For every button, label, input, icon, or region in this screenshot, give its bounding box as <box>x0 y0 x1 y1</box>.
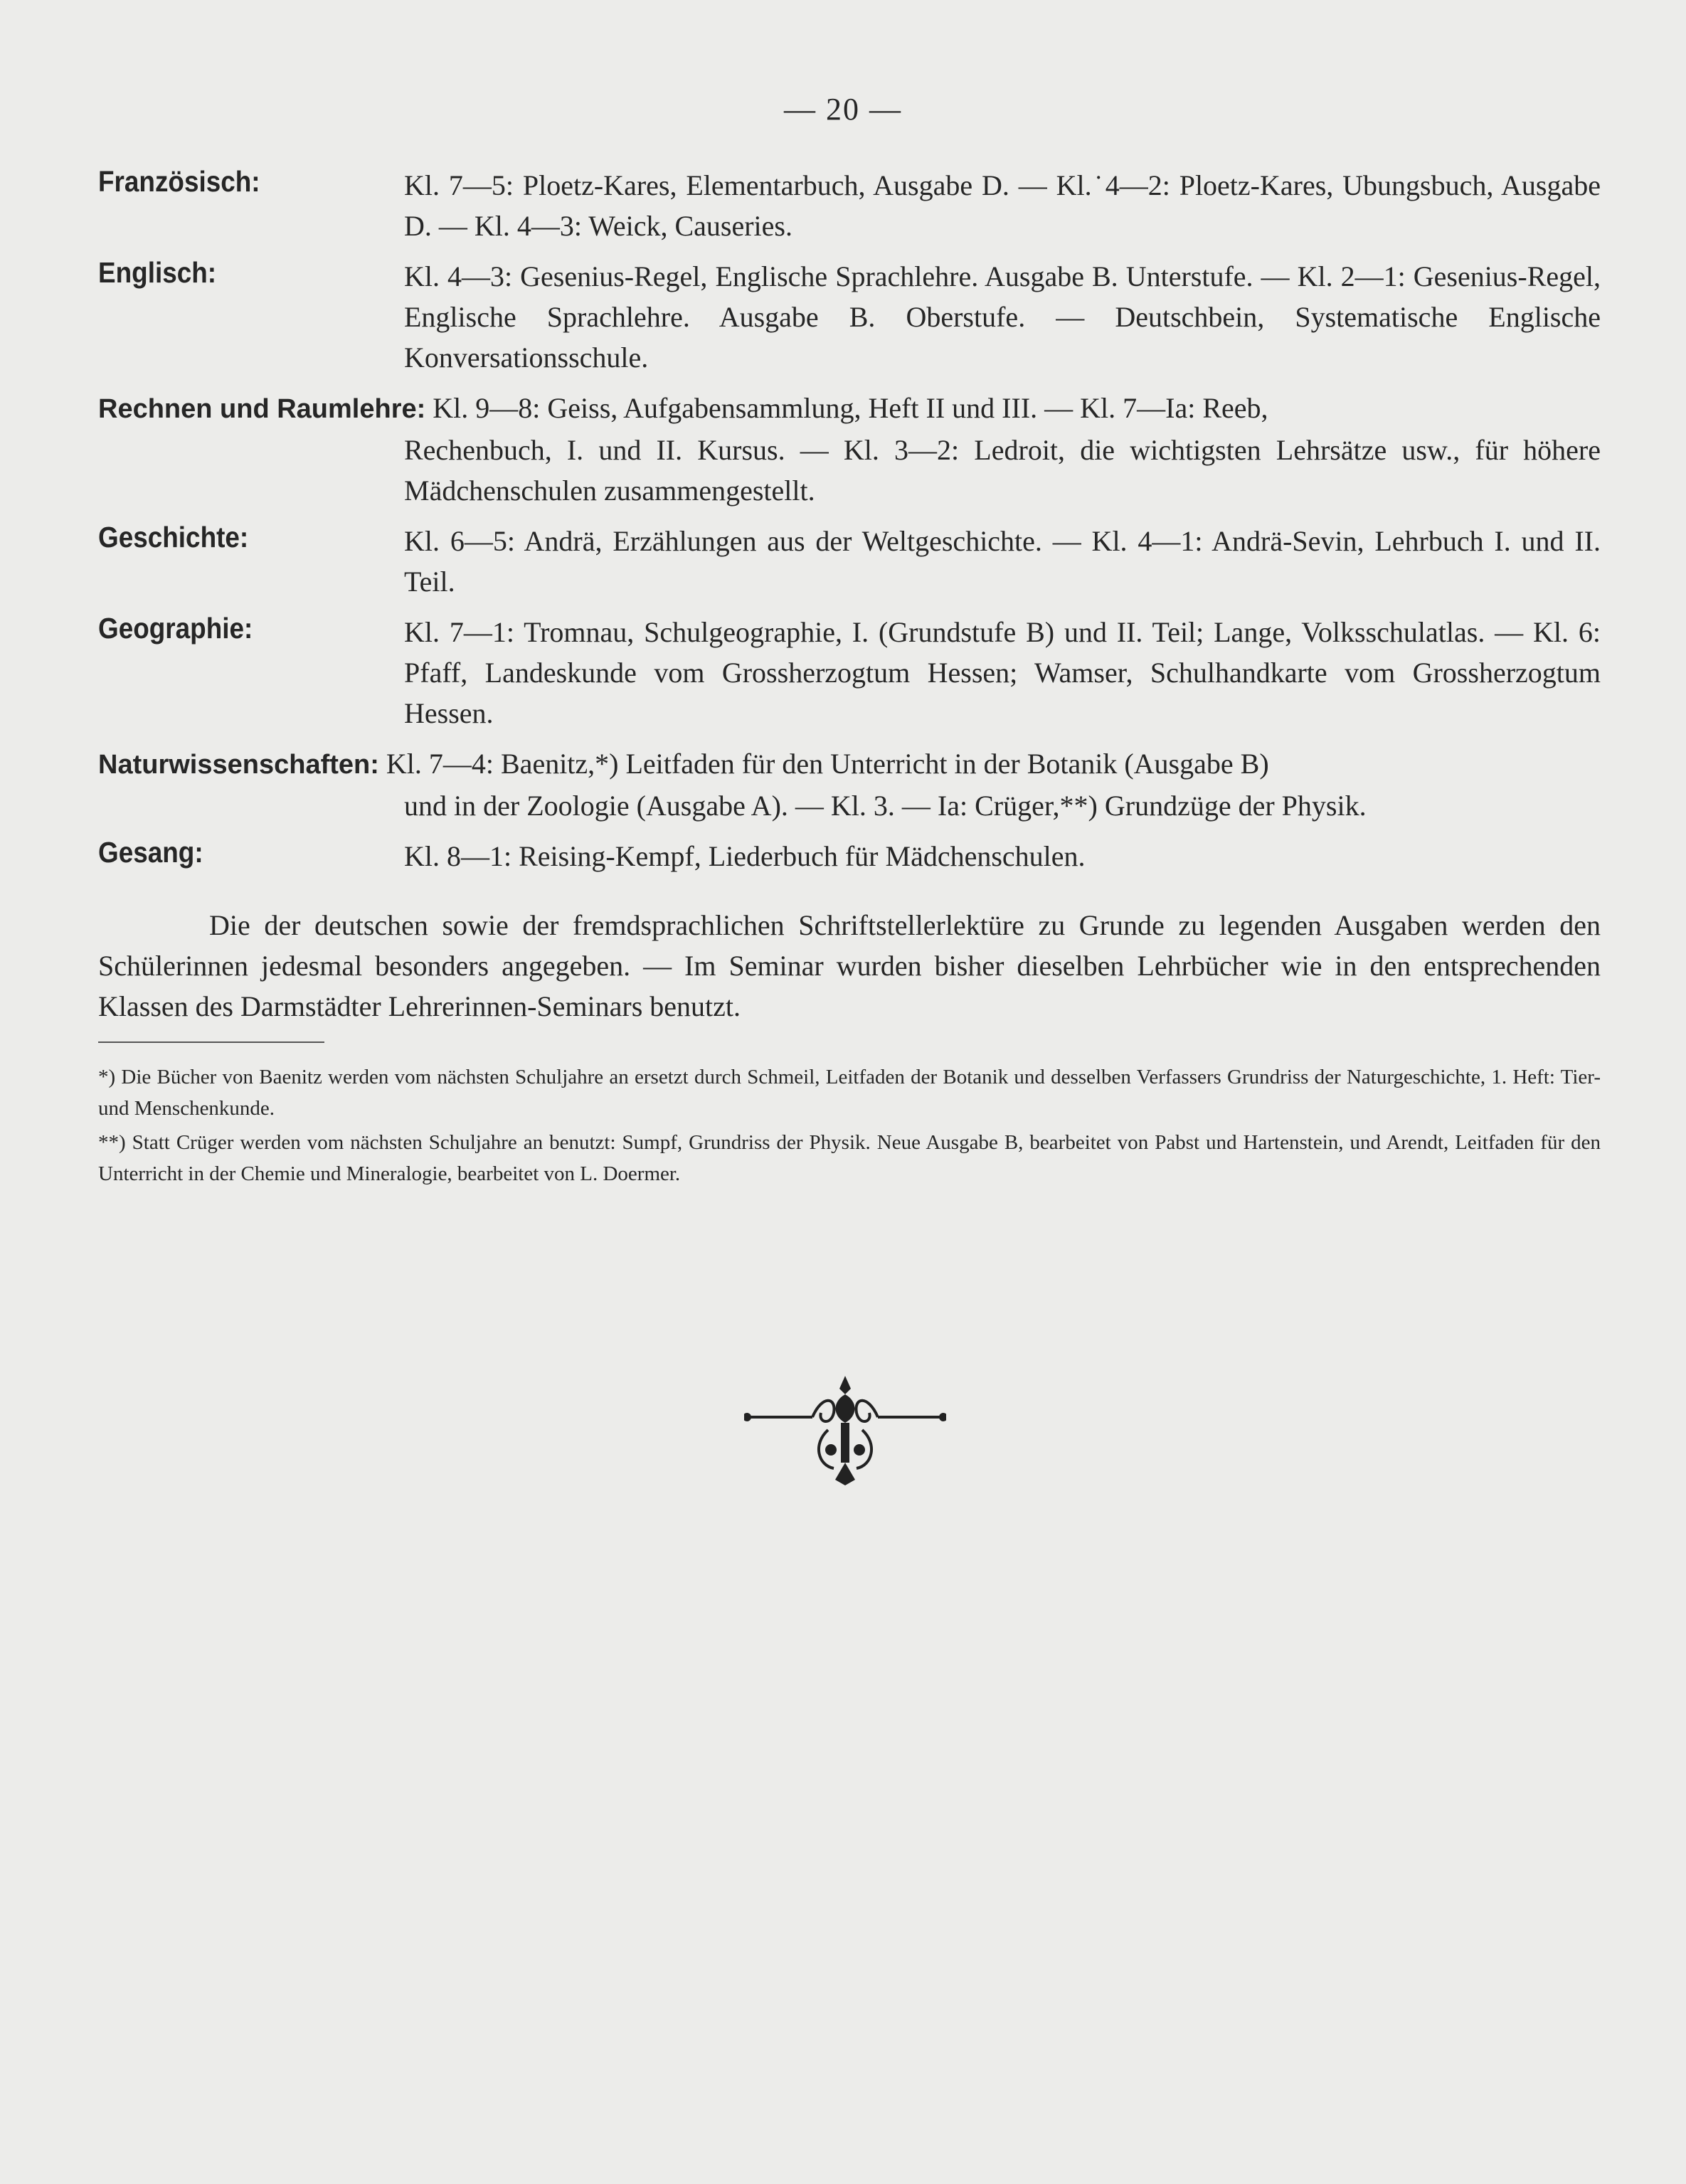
subject-text: Kl. 4—3: Gesenius-Regel, Englische Sprachlehre. Ausgabe B. Unterstufe. — Kl. 2—1: Gesenius-Regel, Englische Sprachlehre. Ausgabe B. Oberstufe. — Deutschbein, Systematische Englische Konversationsschule. <box>404 260 1601 373</box>
subject-label: Geographie: <box>98 612 253 645</box>
footnote-1: *) Die Bücher von Baenitz werden vom nächsten Schuljahre an ersetzt durch Schmeil, Leitfaden der Botanik und desselben Verfassers Grundriss der Naturgeschichte, 1. Heft: Tier- und Menschenkunde. <box>98 1066 1601 1120</box>
subject-geschichte <box>98 521 1601 602</box>
textbook-list <box>98 165 1601 886</box>
subject-label: Englisch: <box>98 256 217 289</box>
subject-text-first: Kl. 7—4: Baenitz,*) Leitfaden für den Unterricht in der Botanik (Ausgabe B) <box>386 748 1269 780</box>
subject-naturwissenschaften <box>98 743 1601 826</box>
subject-label: Gesang: <box>98 836 203 869</box>
subject-label: Geschichte: <box>98 521 249 553</box>
subject-text: Kl. 7—5: Ploetz-Kares, Elementarbuch, Ausgabe D. — Kl.˙4—2: Ploetz-Kares, Ubungsbuch, Ausgabe D. — Kl. 4—3: Weick, Causeries. <box>404 169 1601 242</box>
subject-label: Rechnen und Raumlehre: <box>98 394 426 424</box>
subject-text: Kl. 7—1: Tromnau, Schulgeographie, I. (Grundstufe B) und II. Teil; Lange, Volksschulatlas. — Kl. 6: Pfaff, Landeskunde vom Grossherzogtum Hessen; Wamser, Schulhandkarte vom Grossherzogtum Hessen. <box>404 616 1601 729</box>
subject-rechnen <box>98 388 1601 511</box>
page-number: — 20 — <box>784 92 902 127</box>
body-paragraph: Die der deutschen sowie der fremdsprachlichen Schriftstellerlektüre zu Grunde zu legenden Ausgaben werden den Schülerinnen jedesmal besonders angegeben. — Im Seminar wurden bisher dieselben Lehrbücher wie in den entsprechenden Klassen des Darmstädter Lehrerinnen-Seminars benutzt. <box>98 909 1601 1022</box>
subject-label: Naturwissenschaften: <box>98 750 379 780</box>
subject-text: und in der Zoologie (Ausgabe A). — Kl. 3. — Ia: Crüger,**) Grundzüge der Physik. <box>404 790 1367 822</box>
footnote-divider <box>98 1041 324 1043</box>
footnote-2: **) Statt Crüger werden vom nächsten Schuljahre an benutzt: Sumpf, Grundriss der Physik. Neue Ausgabe B, bearbeitet von Pabst und Hartenstein, und Arendt, Leitfaden für den Unterricht in der Chemie und Mineralogie, bearbeitet von L. Doermer. <box>98 1131 1601 1185</box>
subject-text: Rechenbuch, I. und II. Kursus. — Kl. 3—2: Ledroit, die wichtigsten Lehrsätze usw., für höhere Mädchenschulen zusammengestellt. <box>404 434 1601 507</box>
subject-text-first: Kl. 9—8: Geiss, Aufgabensammlung, Heft II und III. — Kl. 7—Ia: Reeb, <box>433 392 1268 424</box>
subject-text: Kl. 8—1: Reising-Kempf, Liederbuch für Mädchenschulen. <box>404 840 1086 872</box>
subject-englisch <box>98 256 1601 378</box>
subject-geographie <box>98 612 1601 733</box>
ornament-icon <box>744 1373 946 1487</box>
subject-franzoesisch <box>98 165 1601 246</box>
subject-gesang <box>98 836 1601 876</box>
subject-text: Kl. 6—5: Andrä, Erzählungen aus der Weltgeschichte. — Kl. 4—1: Andrä-Sevin, Lehrbuch I. und II. Teil. <box>404 525 1601 598</box>
subject-label: Französisch: <box>98 165 260 198</box>
